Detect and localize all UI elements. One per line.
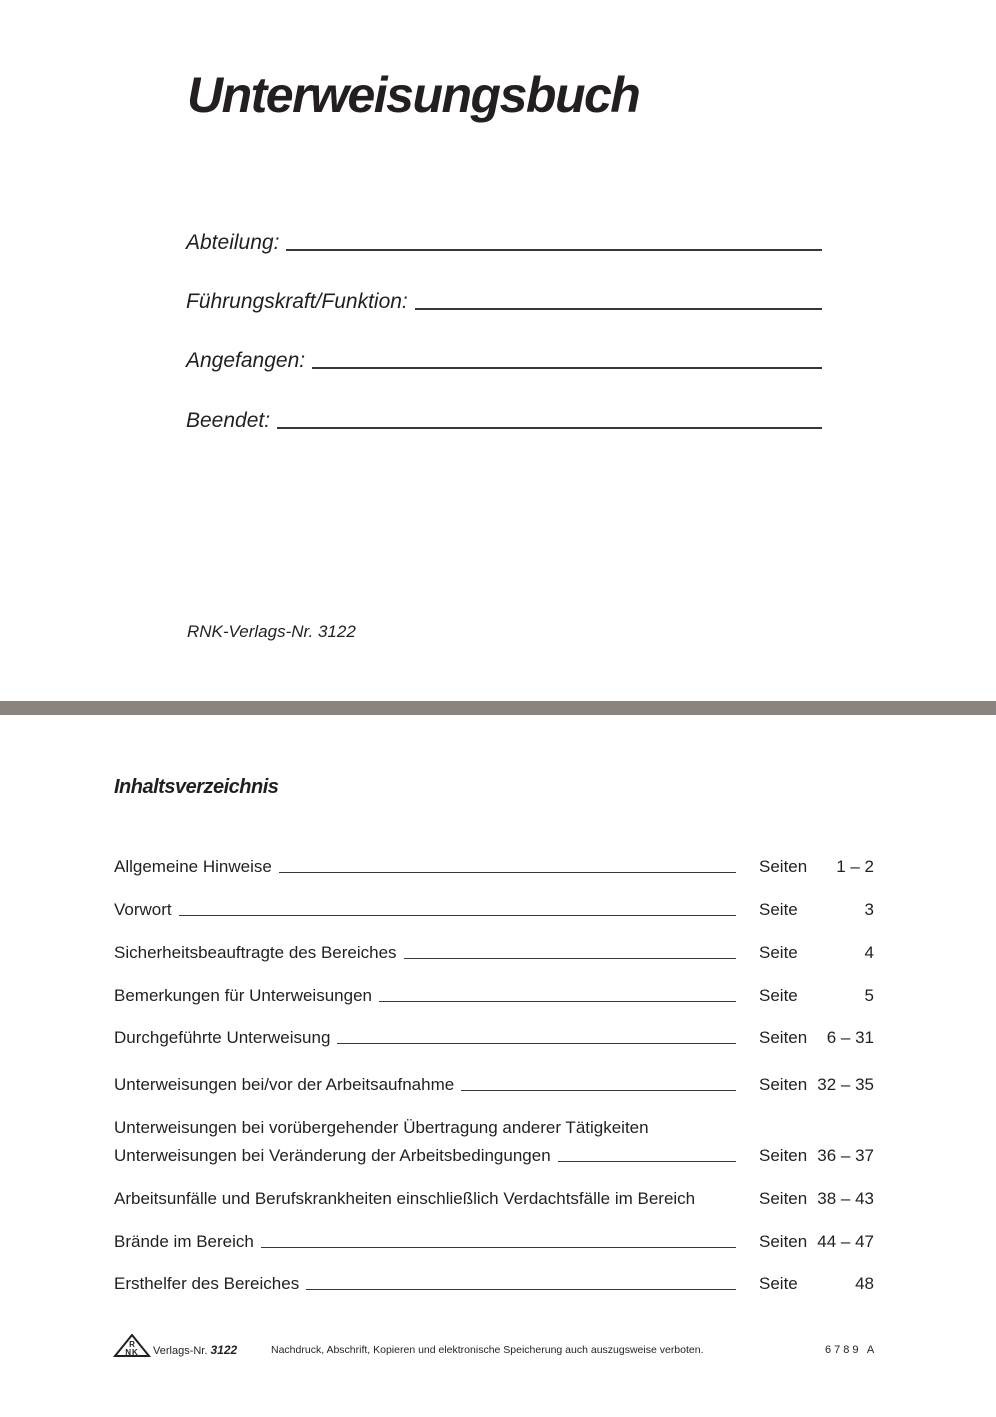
section-divider [0, 701, 996, 715]
toc-entry-seite: Seite [759, 986, 798, 1005]
toc-entry-pages: 48 [855, 1274, 874, 1293]
footer-verlag [153, 1343, 237, 1357]
toc-entry [114, 896, 874, 920]
fill-in-line[interactable] [286, 249, 822, 251]
toc-entry-label: Sicherheitsbeauftragte des Bereiches [114, 943, 397, 962]
toc-entry [114, 1142, 874, 1166]
leader-line [279, 872, 736, 873]
toc-entry-label: Allgemeine Hinweise [114, 857, 272, 876]
toc-entry-label: Vorwort [114, 900, 172, 919]
toc-entry [114, 939, 874, 963]
toc-entry-seite: Seiten [759, 1189, 808, 1208]
toc-entry-seite: Seiten [759, 1075, 808, 1094]
svg-text:R: R [129, 1340, 135, 1349]
document-title: Unterweisungsbuch [187, 67, 640, 123]
toc-entry-pages: 5 [864, 986, 874, 1005]
field-beendet[interactable] [186, 404, 822, 432]
leader-line [461, 1090, 736, 1091]
toc-entry-label: Unterweisungen bei/vor der Arbeitsaufnahme [114, 1075, 455, 1094]
toc-entry-seite: Seiten [759, 857, 808, 876]
copyright-notice: Nachdruck, Abschrift, Kopieren und elektronische Speicherung auch auszugsweise verboten. [271, 1344, 704, 1356]
toc-entry-label: Bemerkungen für Unterweisungen [114, 986, 372, 1005]
field-angefangen[interactable] [186, 344, 822, 372]
toc-entry-label: Unterweisungen bei vorübergehender Übertragung anderer Tätigkeiten [114, 1118, 649, 1137]
fill-in-line[interactable] [277, 427, 822, 429]
toc-entry [114, 853, 874, 877]
toc-entry-seite: Seite [759, 1274, 798, 1293]
leader-line [179, 915, 736, 916]
toc-entry-pages: 1 – 2 [836, 857, 874, 876]
toc-entry-label: Brände im Bereich [114, 1232, 254, 1251]
toc-entry-pages: 3 [864, 900, 874, 919]
toc-entry-label: Unterweisungen bei Veränderung der Arbeitsbedingungen [114, 1146, 551, 1165]
footer [113, 1334, 893, 1358]
leader-line [261, 1247, 736, 1248]
toc-entry [114, 1024, 874, 1048]
field-label: Führungskraft/Funktion: [186, 290, 408, 313]
toc-entry [114, 1185, 874, 1209]
toc-entry-pages: 44 – 47 [817, 1232, 874, 1251]
leader-line [379, 1001, 736, 1002]
leader-line [558, 1161, 736, 1162]
field-abteilung[interactable] [186, 226, 822, 254]
leader-line [404, 958, 736, 959]
field-label: Abteilung: [186, 231, 280, 254]
toc-entry [114, 1071, 874, 1095]
toc-entry-pages: 36 – 37 [817, 1146, 874, 1165]
toc-entry [114, 1270, 874, 1294]
toc-entry-seite: Seite [759, 900, 798, 919]
footer-verlag-prefix: Verlags-Nr. [153, 1345, 208, 1357]
rnk-logo-icon [113, 1334, 151, 1358]
toc-entry [114, 1228, 874, 1252]
leader-line [306, 1289, 736, 1290]
toc-entry-pages: 4 [864, 943, 874, 962]
leader-line [337, 1043, 736, 1044]
svg-text:NK: NK [125, 1348, 139, 1357]
toc-entry-label: Arbeitsunfälle und Berufskrankheiten einschließlich Verdachtsfälle im Bereich [114, 1189, 696, 1208]
article-code: 6789 A [825, 1344, 878, 1356]
toc-title: Inhaltsverzeichnis [114, 776, 279, 798]
toc-entry-pages: 6 – 31 [826, 1028, 874, 1047]
publisher-number: RNK-Verlags-Nr. 3122 [187, 622, 356, 641]
footer-verlag-number: 3122 [210, 1343, 238, 1357]
fill-in-line[interactable] [312, 367, 822, 369]
toc-entry [114, 982, 874, 1006]
toc-entry-label: Ersthelfer des Bereiches [114, 1274, 300, 1293]
toc-entry-pages: 32 – 35 [817, 1075, 874, 1094]
toc-entry-seite: Seiten [759, 1028, 808, 1047]
field-fuehrungskraft[interactable] [186, 285, 822, 313]
field-label: Beendet: [186, 409, 271, 432]
fill-in-line[interactable] [415, 308, 822, 310]
field-label: Angefangen: [186, 349, 306, 372]
toc-entry-seite: Seite [759, 943, 798, 962]
toc-entry [114, 1114, 874, 1138]
toc-entry-label: Durchgeführte Unterweisung [114, 1028, 331, 1047]
toc-entry-seite: Seiten [759, 1146, 808, 1165]
toc-entry-pages: 38 – 43 [817, 1189, 874, 1208]
toc-entry-seite: Seiten [759, 1232, 808, 1251]
